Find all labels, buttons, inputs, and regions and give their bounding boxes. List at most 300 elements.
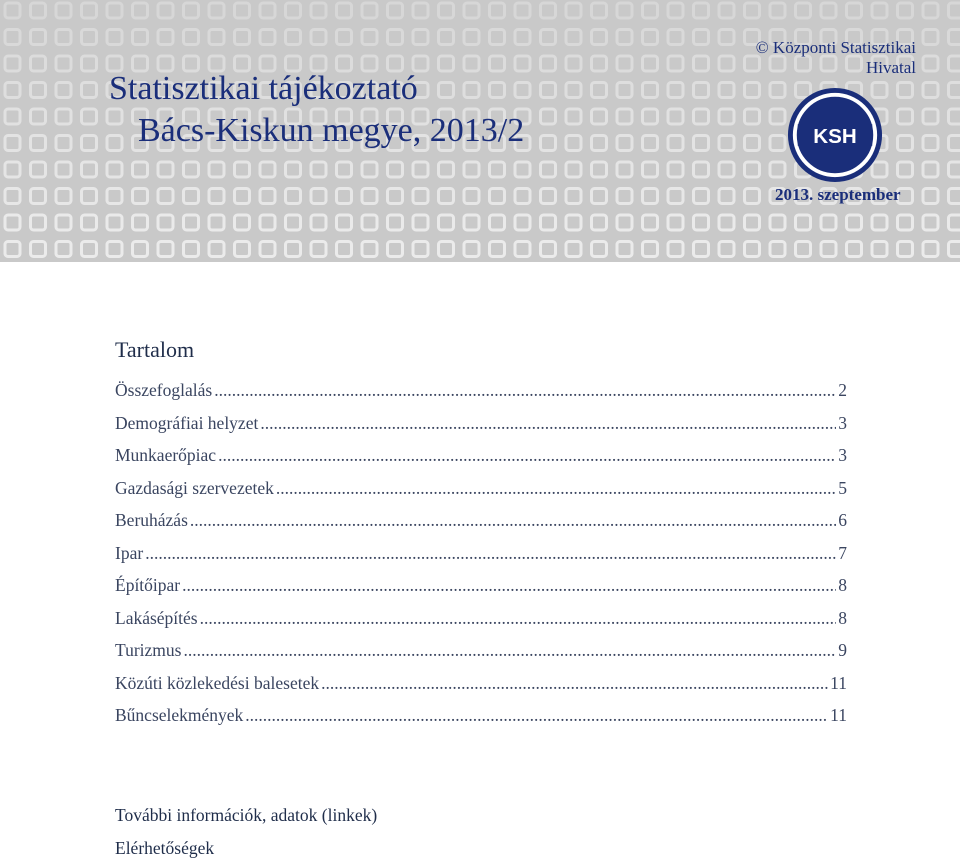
- pattern-square: [515, 162, 530, 177]
- pattern-square: [56, 136, 71, 151]
- pattern-square: [694, 215, 709, 230]
- pattern-square: [694, 3, 709, 18]
- toc-leader-dots: [321, 673, 828, 694]
- pattern-square: [541, 162, 556, 177]
- toc-item-page: 3: [838, 412, 847, 433]
- pattern-square: [821, 215, 836, 230]
- pattern-square: [260, 30, 275, 45]
- pattern-square: [413, 3, 428, 18]
- pattern-square: [56, 215, 71, 230]
- pattern-square: [668, 109, 683, 124]
- pattern-square: [643, 3, 658, 18]
- toc-item[interactable]: [115, 673, 847, 706]
- pattern-square: [541, 189, 556, 204]
- pattern-square: [617, 3, 632, 18]
- pattern-square: [745, 215, 760, 230]
- pattern-square: [82, 242, 97, 257]
- toc-item-page: 3: [838, 445, 847, 465]
- pattern-square: [5, 83, 20, 98]
- pattern-square: [592, 242, 607, 257]
- pattern-square: [668, 56, 683, 71]
- pattern-square: [541, 242, 556, 257]
- pattern-square: [82, 3, 97, 18]
- pattern-square: [949, 3, 960, 18]
- pattern-square: [235, 3, 250, 18]
- toc-item-page: 8: [838, 575, 847, 595]
- pattern-square: [617, 56, 632, 71]
- pattern-square: [949, 242, 960, 257]
- toc-item-page: 7: [838, 542, 847, 563]
- pattern-square: [209, 3, 224, 18]
- logo-text: KSH: [813, 124, 857, 148]
- pattern-square: [490, 83, 505, 98]
- pattern-square: [541, 215, 556, 230]
- ksh-logo-icon: [786, 86, 884, 184]
- pattern-square: [770, 3, 785, 18]
- pattern-square: [260, 189, 275, 204]
- pattern-square: [923, 3, 938, 18]
- pattern-square: [337, 189, 352, 204]
- pattern-square: [643, 83, 658, 98]
- pattern-square: [82, 56, 97, 71]
- pattern-square: [413, 30, 428, 45]
- pattern-square: [133, 3, 148, 18]
- pattern-square: [439, 83, 454, 98]
- toc-item-page: 5: [838, 477, 847, 498]
- toc-item-label: Összefoglalás: [115, 380, 213, 400]
- pattern-square: [668, 189, 683, 204]
- pattern-square: [5, 30, 20, 45]
- toc-item[interactable]: [115, 413, 847, 446]
- pattern-square: [107, 30, 122, 45]
- pattern-square: [158, 215, 173, 230]
- toc-item-label: Ipar: [115, 542, 144, 563]
- pattern-square: [184, 56, 199, 71]
- pattern-square: [668, 215, 683, 230]
- toc-item-label: Beruházás: [115, 510, 188, 530]
- pattern-square: [362, 3, 377, 18]
- pattern-square: [566, 30, 581, 45]
- pattern-square: [490, 30, 505, 45]
- pattern-square: [413, 162, 428, 177]
- pattern-square: [464, 242, 479, 257]
- pattern-square: [592, 3, 607, 18]
- pattern-square: [413, 189, 428, 204]
- pattern-square: [770, 83, 785, 98]
- pattern-square: [31, 83, 46, 98]
- pattern-square: [872, 3, 887, 18]
- pattern-square: [56, 56, 71, 71]
- pattern-square: [31, 136, 46, 151]
- pattern-square: [923, 30, 938, 45]
- pattern-square: [56, 109, 71, 124]
- pattern-square: [31, 30, 46, 45]
- pattern-square: [617, 30, 632, 45]
- toc-item-page: 9: [838, 640, 847, 660]
- pattern-square: [694, 56, 709, 71]
- pattern-square: [56, 3, 71, 18]
- pattern-square: [388, 162, 403, 177]
- pattern-square: [796, 242, 811, 257]
- toc-item-label: Építőipar: [115, 575, 181, 595]
- pattern-square: [133, 30, 148, 45]
- report-subtitle: Bács-Kiskun megye, 2013/2: [138, 112, 525, 149]
- pattern-square: [949, 189, 960, 204]
- pattern-square: [107, 56, 122, 71]
- pattern-square: [643, 189, 658, 204]
- pattern-square: [388, 56, 403, 71]
- pattern-square: [31, 3, 46, 18]
- pattern-square: [260, 56, 275, 71]
- pattern-square: [566, 109, 581, 124]
- pattern-square: [82, 215, 97, 230]
- pattern-square: [362, 162, 377, 177]
- pattern-square: [311, 162, 326, 177]
- pattern-square: [337, 3, 352, 18]
- toc-item-label: Közúti közlekedési balesetek: [115, 672, 320, 693]
- pattern-square: [133, 242, 148, 257]
- toc-leader-dots: [200, 608, 837, 629]
- pattern-square: [439, 56, 454, 71]
- pattern-square: [209, 242, 224, 257]
- pattern-square: [31, 109, 46, 124]
- toc-item-label: Turizmus: [115, 640, 182, 660]
- pattern-square: [107, 162, 122, 177]
- pattern-square: [949, 136, 960, 151]
- pattern-square: [898, 3, 913, 18]
- pattern-square: [107, 3, 122, 18]
- pattern-square: [923, 109, 938, 124]
- pattern-square: [668, 83, 683, 98]
- pattern-square: [745, 136, 760, 151]
- pattern-square: [872, 242, 887, 257]
- pattern-square: [31, 56, 46, 71]
- pattern-square: [592, 56, 607, 71]
- pattern-square: [311, 3, 326, 18]
- pattern-square: [566, 83, 581, 98]
- pattern-square: [337, 56, 352, 71]
- pattern-square: [745, 162, 760, 177]
- pattern-square: [31, 162, 46, 177]
- pattern-square: [643, 136, 658, 151]
- pattern-square: [286, 215, 301, 230]
- toc-item[interactable]: [115, 380, 847, 413]
- pattern-square: [464, 162, 479, 177]
- pattern-square: [235, 56, 250, 71]
- pattern-square: [923, 56, 938, 71]
- pattern-square: [107, 189, 122, 204]
- toc-item-label: Gazdasági szervezetek: [115, 477, 274, 498]
- pattern-square: [745, 3, 760, 18]
- pattern-square: [490, 3, 505, 18]
- pattern-square: [847, 215, 862, 230]
- pattern-square: [515, 189, 530, 204]
- pattern-square: [158, 242, 173, 257]
- pattern-square: [592, 109, 607, 124]
- pattern-square: [515, 215, 530, 230]
- pattern-square: [515, 242, 530, 257]
- pattern-square: [133, 215, 148, 230]
- pattern-square: [923, 162, 938, 177]
- pattern-square: [311, 215, 326, 230]
- pattern-square: [694, 136, 709, 151]
- pattern-square: [5, 189, 20, 204]
- pattern-square: [260, 215, 275, 230]
- pattern-square: [464, 83, 479, 98]
- pattern-square: [949, 56, 960, 71]
- pattern-square: [286, 162, 301, 177]
- pattern-square: [719, 109, 734, 124]
- pattern-square: [694, 162, 709, 177]
- pattern-square: [5, 136, 20, 151]
- pattern-square: [847, 242, 862, 257]
- pattern-square: [592, 30, 607, 45]
- pattern-square: [362, 189, 377, 204]
- pattern-square: [413, 56, 428, 71]
- pattern-square: [107, 136, 122, 151]
- pattern-square: [898, 83, 913, 98]
- toc-item[interactable]: [115, 705, 847, 738]
- pattern-square: [592, 136, 607, 151]
- toc-item[interactable]: [115, 575, 847, 608]
- pattern-square: [949, 109, 960, 124]
- toc-item[interactable]: [115, 543, 847, 576]
- pattern-square: [286, 189, 301, 204]
- pattern-square: [158, 30, 173, 45]
- pattern-square: [107, 242, 122, 257]
- pattern-square: [286, 30, 301, 45]
- pattern-square: [235, 30, 250, 45]
- pattern-square: [5, 56, 20, 71]
- pattern-square: [515, 56, 530, 71]
- pattern-square: [821, 242, 836, 257]
- pattern-square: [82, 83, 97, 98]
- pattern-square: [541, 30, 556, 45]
- pattern-square: [694, 83, 709, 98]
- pattern-square: [235, 242, 250, 257]
- header-banner: [0, 0, 960, 262]
- pattern-square: [286, 56, 301, 71]
- pattern-square: [694, 189, 709, 204]
- pattern-square: [311, 242, 326, 257]
- pattern-square: [337, 242, 352, 257]
- pattern-square: [260, 162, 275, 177]
- pattern-square: [719, 162, 734, 177]
- pattern-square: [566, 189, 581, 204]
- pattern-square: [898, 215, 913, 230]
- pattern-square: [439, 242, 454, 257]
- pattern-square: [260, 242, 275, 257]
- pattern-square: [337, 30, 352, 45]
- pattern-square: [898, 136, 913, 151]
- pattern-square: [617, 242, 632, 257]
- pattern-square: [770, 109, 785, 124]
- toc-item-label: Demográfiai helyzet: [115, 412, 259, 433]
- pattern-square: [490, 242, 505, 257]
- pattern-square: [719, 242, 734, 257]
- pattern-square: [770, 215, 785, 230]
- pattern-square: [694, 242, 709, 257]
- pattern-square: [668, 162, 683, 177]
- pattern-square: [158, 56, 173, 71]
- pattern-square: [694, 30, 709, 45]
- toc-leader-dots: [245, 705, 828, 726]
- pattern-square: [439, 162, 454, 177]
- toc-leader-dots: [276, 478, 836, 499]
- pattern-square: [566, 56, 581, 71]
- pattern-square: [56, 83, 71, 98]
- pattern-square: [592, 83, 607, 98]
- pattern-square: [133, 189, 148, 204]
- pattern-square: [311, 30, 326, 45]
- pattern-square: [643, 109, 658, 124]
- pattern-square: [541, 136, 556, 151]
- pattern-square: [745, 83, 760, 98]
- pattern-square: [56, 30, 71, 45]
- toc-leader-dots: [182, 575, 836, 596]
- pattern-square: [668, 242, 683, 257]
- toc-leader-dots: [183, 640, 836, 661]
- pattern-square: [5, 3, 20, 18]
- pattern-square: [745, 242, 760, 257]
- pattern-square: [82, 109, 97, 124]
- pattern-square: [566, 162, 581, 177]
- publication-date: 2013. szeptember: [775, 185, 901, 204]
- pattern-square: [668, 136, 683, 151]
- toc-item[interactable]: [115, 510, 847, 543]
- pattern-square: [719, 3, 734, 18]
- table-of-contents: [115, 380, 847, 738]
- pattern-square: [490, 189, 505, 204]
- pattern-square: [949, 83, 960, 98]
- pattern-square: [235, 162, 250, 177]
- pattern-square: [413, 215, 428, 230]
- pattern-square: [949, 30, 960, 45]
- toc-item[interactable]: [115, 640, 847, 673]
- pattern-square: [719, 136, 734, 151]
- pattern-square: [464, 30, 479, 45]
- pattern-square: [388, 215, 403, 230]
- pattern-square: [184, 30, 199, 45]
- more-info-link[interactable]: További információk, adatok (linkek): [115, 805, 378, 825]
- pattern-square: [847, 3, 862, 18]
- pattern-square: [719, 83, 734, 98]
- pattern-square: [643, 56, 658, 71]
- pattern-square: [209, 215, 224, 230]
- pattern-square: [617, 109, 632, 124]
- pattern-square: [388, 30, 403, 45]
- pattern-square: [413, 242, 428, 257]
- pattern-square: [566, 3, 581, 18]
- pattern-square: [209, 162, 224, 177]
- pattern-square: [184, 162, 199, 177]
- toc-item-label: Lakásépítés: [115, 607, 198, 628]
- pattern-square: [770, 162, 785, 177]
- pattern-square: [158, 3, 173, 18]
- pattern-square: [82, 189, 97, 204]
- pattern-square: [107, 215, 122, 230]
- pattern-square: [898, 242, 913, 257]
- toc-item[interactable]: [115, 478, 847, 511]
- pattern-square: [82, 30, 97, 45]
- pattern-square: [617, 83, 632, 98]
- pattern-square: [490, 56, 505, 71]
- pattern-square: [515, 83, 530, 98]
- pattern-square: [515, 3, 530, 18]
- pattern-square: [362, 30, 377, 45]
- pattern-square: [949, 215, 960, 230]
- pattern-square: [745, 189, 760, 204]
- pattern-square: [184, 215, 199, 230]
- pattern-square: [362, 215, 377, 230]
- pattern-square: [617, 136, 632, 151]
- pattern-square: [617, 162, 632, 177]
- pattern-square: [388, 3, 403, 18]
- toc-item-label: Munkaerőpiac: [115, 445, 217, 465]
- pattern-square: [311, 56, 326, 71]
- pattern-square: [82, 162, 97, 177]
- toc-item-label: Bűncselekmények: [115, 705, 244, 725]
- pattern-square: [158, 189, 173, 204]
- pattern-square: [541, 56, 556, 71]
- pattern-square: [439, 30, 454, 45]
- contact-link[interactable]: Elérhetőségek: [115, 838, 215, 858]
- pattern-square: [592, 189, 607, 204]
- pattern-square: [643, 30, 658, 45]
- pattern-square: [464, 215, 479, 230]
- toc-leader-dots: [260, 413, 836, 434]
- pattern-square: [337, 162, 352, 177]
- pattern-square: [566, 242, 581, 257]
- pattern-square: [541, 3, 556, 18]
- pattern-square: [898, 162, 913, 177]
- toc-item[interactable]: [115, 445, 847, 478]
- pattern-square: [439, 215, 454, 230]
- pattern-square: [260, 3, 275, 18]
- pattern-square: [439, 3, 454, 18]
- pattern-square: [770, 136, 785, 151]
- pattern-square: [133, 56, 148, 71]
- pattern-square: [490, 215, 505, 230]
- toc-leader-dots: [214, 380, 836, 401]
- pattern-square: [209, 56, 224, 71]
- pattern-square: [133, 162, 148, 177]
- pattern-square: [235, 189, 250, 204]
- toc-item[interactable]: [115, 608, 847, 641]
- pattern-square: [464, 56, 479, 71]
- pattern-square: [566, 215, 581, 230]
- pattern-square: [439, 189, 454, 204]
- pattern-square: [56, 162, 71, 177]
- pattern-square: [56, 242, 71, 257]
- pattern-square: [209, 30, 224, 45]
- pattern-square: [5, 162, 20, 177]
- pattern-square: [694, 109, 709, 124]
- pattern-square: [770, 242, 785, 257]
- pattern-square: [362, 242, 377, 257]
- pattern-square: [643, 242, 658, 257]
- pattern-square: [668, 30, 683, 45]
- toc-item-page: 8: [838, 607, 847, 628]
- pattern-square: [592, 215, 607, 230]
- pattern-square: [31, 215, 46, 230]
- pattern-square: [184, 3, 199, 18]
- pattern-square: [82, 136, 97, 151]
- pattern-square: [464, 3, 479, 18]
- pattern-square: [286, 3, 301, 18]
- pattern-square: [31, 189, 46, 204]
- pattern-square: [5, 215, 20, 230]
